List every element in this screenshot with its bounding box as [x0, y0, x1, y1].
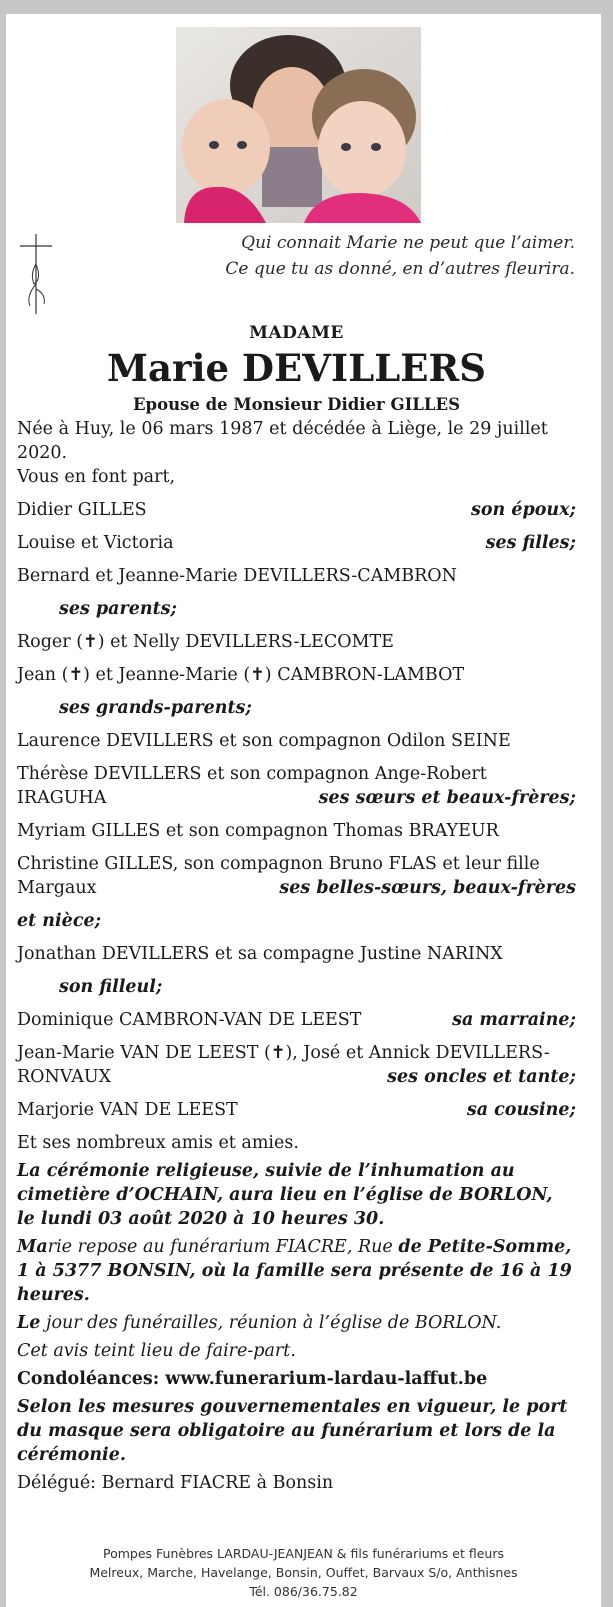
quote-line-2: Ce que tu as donné, en d’autres fleurira. — [225, 259, 575, 279]
relation: ses parents; — [59, 599, 177, 619]
relation: ses oncles et tante; — [387, 1067, 576, 1087]
family-row: Thérèse DEVILLERS et son compagnon Ange-Robert — [17, 764, 487, 784]
family-row: Dominique CAMBRON-VAN DE LEEST sa marraine; — [17, 1010, 576, 1030]
spouse-line: Epouse de Monsieur Didier GILLES — [132, 395, 460, 414]
family-row: Roger (✝) et Nelly DEVILLERS-LECOMTE — [17, 632, 394, 652]
relation: ses belles-sœurs, beaux-frères — [279, 878, 576, 898]
friends-line: Et ses nombreux amis et amies. — [17, 1133, 299, 1153]
delegate-info: Délégué: Bernard FIACRE à Bonsin — [17, 1473, 334, 1493]
family-row: Jonathan DEVILLERS et sa compagne Justine NARINX — [17, 944, 503, 964]
relation: ses sœurs et beaux-frères; — [318, 788, 576, 808]
footer-line-2: Melreux, Marche, Havelange, Bonsin, Ouffet, Barvaux S/o, Anthisnes — [89, 1565, 518, 1580]
relation: ses filles; — [485, 533, 576, 553]
family-row: Christine GILLES, son compagnon Bruno FLAS et leur fille — [17, 854, 540, 874]
ceremony-info: La cérémonie religieuse, suivie de l’inhumation au cimetière d’OCHAIN, aura lieu en l’église de BORLON, le lundi 03 août 2020 à 10 heures 30. — [17, 1161, 553, 1229]
family-portrait-photo — [176, 27, 421, 223]
family-row: IRAGUHA ses sœurs et beaux-frères; — [17, 788, 576, 808]
family-row: Jean (✝) et Jeanne-Marie (✝) CAMBRON-LAMBOT — [17, 665, 465, 685]
obituary-content — [17, 321, 576, 1495]
relation: son époux; — [471, 500, 576, 520]
family-row: Myriam GILLES et son compagnon Thomas BRAYEUR — [17, 821, 499, 841]
family-row: Laurence DEVILLERS et son compagnon Odilon SEINE — [17, 731, 511, 751]
quote — [225, 230, 575, 282]
cross-flower-icon — [16, 234, 56, 319]
relation: ses grands-parents; — [59, 698, 252, 718]
family-row: Didier GILLES son époux; — [17, 500, 576, 520]
family-row: Marjorie VAN DE LEEST sa cousine; — [17, 1100, 576, 1120]
family-row: Bernard et Jeanne-Marie DEVILLERS-CAMBRON — [17, 566, 457, 586]
announcement: Vous en font part, — [17, 467, 176, 487]
family-row: Jean-Marie VAN DE LEEST (✝), José et Annick DEVILLERS- — [17, 1043, 550, 1063]
funeral-home-footer — [6, 1544, 601, 1601]
obituary-card — [6, 14, 601, 1607]
relation: son filleul; — [59, 977, 163, 997]
relation: et nièce; — [17, 911, 102, 931]
quote-line-1: Qui connait Marie ne peut que l’aimer. — [241, 233, 575, 253]
honorific: MADAME — [249, 323, 344, 343]
birth-death-info: Née à Huy, le 06 mars 1987 et décédée à Liège, le 29 juillet 2020. Vous en font part, — [17, 419, 548, 487]
deceased-name: Marie DEVILLERS — [107, 346, 486, 390]
condolences-link[interactable]: Condoléances: www.funerarium-lardau-laffut.be — [17, 1369, 488, 1389]
footer-line-1: Pompes Funèbres LARDAU-JEANJEAN & fils funérariums et fleurs — [103, 1546, 504, 1561]
family-row: Louise et Victoria ses filles; — [17, 533, 576, 553]
relation: sa marraine; — [452, 1010, 576, 1030]
reunion-info: Le jour des funérailles, réunion à l’église de BORLON. — [17, 1313, 502, 1333]
relation: sa cousine; — [466, 1100, 576, 1120]
faire-part-note: Cet avis teint lieu de faire-part. — [17, 1341, 296, 1361]
family-photo — [176, 27, 421, 223]
repose-info: Marie repose au funérarium FIACRE, Rue de Petite-Somme, 1 à 5377 BONSIN, où la famille sera présente de 16 à 19 heures. — [17, 1237, 572, 1305]
family-row: Margaux ses belles-sœurs, beaux-frères — [17, 878, 576, 898]
family-row: RONVAUX ses oncles et tante; — [17, 1067, 576, 1087]
mask-notice: Selon les mesures gouvernementales en vigueur, le port du masque sera obligatoire au funérarium et lors de la cérémonie. — [17, 1397, 568, 1465]
footer-phone: Tél. 086/36.75.82 — [249, 1584, 358, 1599]
